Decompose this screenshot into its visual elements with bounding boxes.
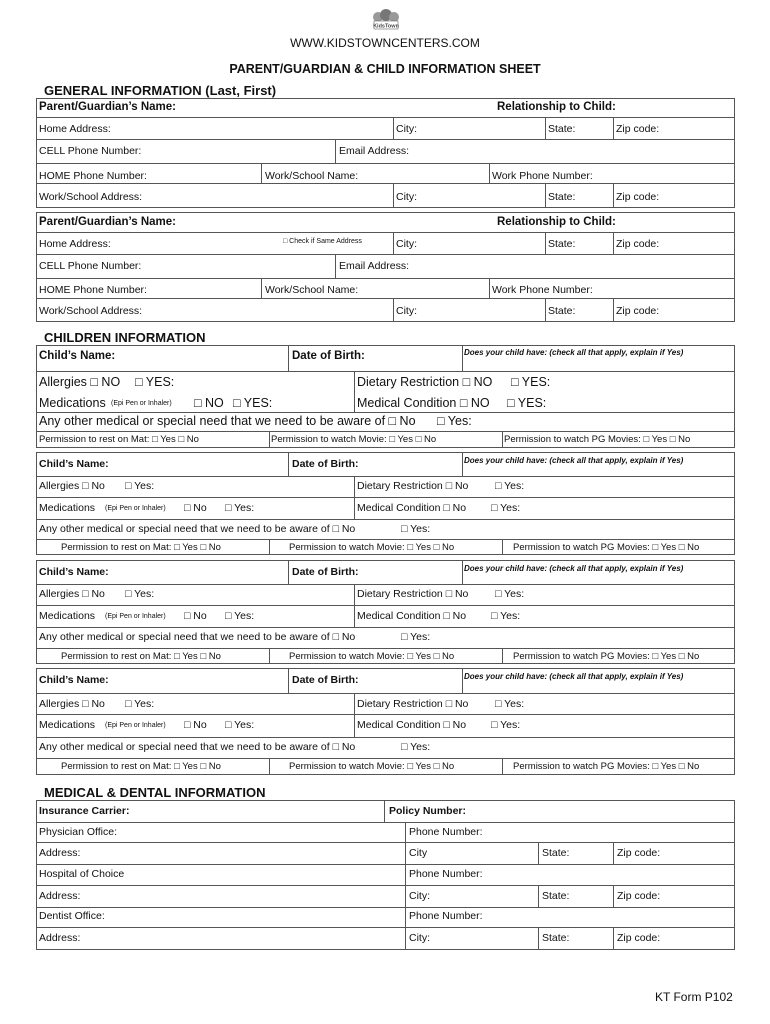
dob-field[interactable]: Date of Birth: (292, 350, 365, 362)
child-name-field[interactable]: Child’s Name: (39, 566, 109, 578)
does-child-have-note: Does your child have: (check all that apply, explain if Yes) (464, 564, 684, 573)
work-school-name-field[interactable]: Work/School Name: (265, 170, 359, 182)
zip-field[interactable]: Zip code: (616, 238, 660, 250)
dietary-no-checkbox[interactable]: Dietary Restriction □ No (357, 698, 469, 710)
relationship-label[interactable]: Relationship to Child: (497, 216, 616, 228)
dentist-office-field[interactable]: Dentist Office: (39, 910, 105, 922)
dietary-no-checkbox[interactable]: Dietary Restriction □ NO (357, 375, 493, 389)
parent-block-2 (36, 212, 735, 322)
dietary-no-checkbox[interactable]: Dietary Restriction □ No (357, 588, 469, 600)
email-field[interactable]: Email Address: (339, 260, 410, 272)
policy-number-field[interactable]: Policy Number: (389, 805, 467, 817)
dob-field[interactable]: Date of Birth: (292, 458, 359, 470)
rest-mat-permission[interactable]: Permission to rest on Mat: □ Yes □ No (61, 542, 221, 553)
physician-zip-field[interactable]: Zip code: (617, 847, 661, 859)
epipen-note: (Epi Pen or Inhaler) (105, 613, 166, 620)
hospital-state-field[interactable]: State: (542, 890, 570, 902)
dietary-no-checkbox[interactable]: Dietary Restriction □ No (357, 480, 469, 492)
other-need-yes-checkbox[interactable]: □ Yes: (437, 414, 472, 428)
does-child-have-note: Does your child have: (check all that apply, explain if Yes) (464, 672, 684, 681)
work-zip-field[interactable]: Zip code: (616, 191, 660, 203)
home-phone-field[interactable]: HOME Phone Number: (39, 284, 147, 296)
dietary-yes-checkbox[interactable]: □ YES: (511, 375, 551, 389)
allergies-yes-checkbox[interactable]: □ Yes: (125, 588, 155, 600)
physician-address-field[interactable]: Address: (39, 847, 81, 859)
medications-yes-checkbox[interactable]: □ YES: (233, 396, 273, 410)
logo-text: KidsTown (373, 23, 399, 30)
dentist-state-field[interactable]: State: (542, 932, 570, 944)
hospital-field[interactable]: Hospital of Choice (39, 868, 125, 880)
child-block-1 (36, 345, 735, 448)
work-phone-field[interactable]: Work Phone Number: (492, 170, 593, 182)
medications-no-checkbox[interactable]: □ No (184, 610, 207, 622)
other-need-yes-checkbox[interactable]: □ Yes: (401, 741, 431, 753)
epipen-note: (Epi Pen or Inhaler) (105, 722, 166, 729)
medical-block (36, 800, 735, 950)
dentist-address-field[interactable]: Address: (39, 932, 81, 944)
other-need-no-checkbox[interactable]: Any other medical or special need that we need to be aware of □ No (39, 631, 356, 643)
medical-dental-heading: MEDICAL & DENTAL INFORMATION (44, 785, 266, 800)
medical-yes-checkbox[interactable]: □ Yes: (491, 719, 521, 731)
work-school-name-field[interactable]: Work/School Name: (265, 284, 359, 296)
allergies-yes-checkbox[interactable]: □ Yes: (125, 480, 155, 492)
medical-yes-checkbox[interactable]: □ YES: (507, 396, 547, 410)
zip-field[interactable]: Zip code: (616, 123, 660, 135)
movie-permission[interactable]: Permission to watch Movie: □ Yes □ No (289, 651, 455, 662)
child-block-3 (36, 560, 735, 664)
medications-label: Medications (39, 719, 96, 731)
hospital-address-field[interactable]: Address: (39, 890, 81, 902)
city-field[interactable]: City: (396, 123, 417, 135)
child-name-field[interactable]: Child’s Name: (39, 350, 116, 362)
website-url[interactable]: WWW.KIDSTOWNCENTERS.COM (290, 36, 480, 50)
hospital-city-field[interactable]: City: (409, 890, 430, 902)
work-state-field[interactable]: State: (548, 191, 576, 203)
dietary-yes-checkbox[interactable]: □ Yes: (495, 698, 525, 710)
dentist-zip-field[interactable]: Zip code: (617, 932, 661, 944)
general-info-heading: GENERAL INFORMATION (Last, First) (44, 83, 277, 98)
allergies-no-checkbox[interactable]: Allergies □ No (39, 480, 105, 492)
medical-yes-checkbox[interactable]: □ Yes: (491, 610, 521, 622)
kidstown-logo (368, 8, 404, 34)
cell-phone-field[interactable]: CELL Phone Number: (39, 145, 142, 157)
parent-name-label[interactable]: Parent/Guardian’s Name: (39, 216, 176, 228)
physician-office-field[interactable]: Physician Office: (39, 826, 118, 838)
medications-yes-checkbox[interactable]: □ Yes: (225, 502, 255, 514)
does-child-have-note: Does your child have: (check all that apply, explain if Yes) (464, 348, 684, 357)
physician-state-field[interactable]: State: (542, 847, 570, 859)
allergies-no-checkbox[interactable]: Allergies □ No (39, 588, 105, 600)
other-need-yes-checkbox[interactable]: □ Yes: (401, 523, 431, 535)
dietary-yes-checkbox[interactable]: □ Yes: (495, 588, 525, 600)
work-state-field[interactable]: State: (548, 305, 576, 317)
child-name-field[interactable]: Child’s Name: (39, 458, 109, 470)
dietary-yes-checkbox[interactable]: □ Yes: (495, 480, 525, 492)
medical-no-checkbox[interactable]: Medical Condition □ NO (357, 396, 490, 410)
movie-permission[interactable]: Permission to watch Movie: □ Yes □ No (289, 761, 455, 772)
work-address-field[interactable]: Work/School Address: (39, 191, 143, 203)
pg-movie-permission[interactable]: Permission to watch PG Movies: □ Yes □ No (513, 761, 700, 772)
other-need-no-checkbox[interactable]: Any other medical or special need that we need to be aware of □ No (39, 523, 356, 535)
child-block-4 (36, 668, 735, 775)
home-address-field[interactable]: Home Address: (39, 238, 111, 250)
form-id: KT Form P102 (655, 990, 733, 1004)
medications-no-checkbox[interactable]: □ No (184, 719, 207, 731)
epipen-note: (Epi Pen or Inhaler) (105, 505, 166, 512)
medical-no-checkbox[interactable]: Medical Condition □ No (357, 719, 467, 731)
pg-movie-permission[interactable]: Permission to watch PG Movies: □ Yes □ No (513, 542, 700, 553)
state-field[interactable]: State: (548, 123, 576, 135)
epipen-note: (Epi Pen or Inhaler) (111, 400, 172, 407)
parent-block-1 (36, 98, 735, 208)
work-phone-field[interactable]: Work Phone Number: (492, 284, 593, 296)
allergies-no-checkbox[interactable]: Allergies □ No (39, 698, 105, 710)
pg-movie-permission[interactable]: Permission to watch PG Movies: □ Yes □ No (513, 651, 700, 662)
state-field[interactable]: State: (548, 238, 576, 250)
other-need-no-checkbox[interactable]: Any other medical or special need that we need to be aware of □ No (39, 414, 416, 428)
medical-yes-checkbox[interactable]: □ Yes: (491, 502, 521, 514)
home-phone-field[interactable]: HOME Phone Number: (39, 170, 147, 182)
other-need-no-checkbox[interactable]: Any other medical or special need that we need to be aware of □ No (39, 741, 356, 753)
home-address-field[interactable]: Home Address: (39, 123, 111, 135)
allergies-yes-checkbox[interactable]: □ Yes: (125, 698, 155, 710)
rest-mat-permission[interactable]: Permission to rest on Mat: □ Yes □ No (61, 761, 221, 772)
page-title: PARENT/GUARDIAN & CHILD INFORMATION SHEET (229, 62, 541, 76)
children-info-heading: CHILDREN INFORMATION (44, 330, 206, 345)
hospital-zip-field[interactable]: Zip code: (617, 890, 661, 902)
does-child-have-note: Does your child have: (check all that apply, explain if Yes) (464, 456, 684, 465)
medications-label: Medications (39, 502, 96, 514)
child-block-2 (36, 452, 735, 555)
rest-mat-permission[interactable]: Permission to rest on Mat: □ Yes □ No (61, 651, 221, 662)
medical-no-checkbox[interactable]: Medical Condition □ No (357, 502, 467, 514)
other-need-yes-checkbox[interactable]: □ Yes: (401, 631, 431, 643)
rest-mat-permission[interactable]: Permission to rest on Mat: □ Yes □ No (39, 434, 199, 445)
allergies-yes-checkbox[interactable]: □ YES: (135, 375, 175, 389)
city-field[interactable]: City: (396, 238, 417, 250)
medical-no-checkbox[interactable]: Medical Condition □ No (357, 610, 467, 622)
dob-field[interactable]: Date of Birth: (292, 566, 359, 578)
physician-city-field[interactable]: City (409, 847, 428, 859)
allergies-no-checkbox[interactable]: Allergies □ NO (39, 375, 121, 389)
same-address-checkbox[interactable]: □ Check if Same Address (283, 238, 362, 245)
email-field[interactable]: Email Address: (339, 145, 410, 157)
cell-phone-field[interactable]: CELL Phone Number: (39, 260, 142, 272)
medications-no-checkbox[interactable]: □ No (184, 502, 207, 514)
medications-label: Medications (39, 610, 96, 622)
hospital-phone-field[interactable]: Phone Number: (409, 868, 483, 880)
movie-permission[interactable]: Permission to watch Movie: □ Yes □ No (271, 434, 437, 445)
relationship-label[interactable]: Relationship to Child: (497, 101, 616, 113)
dentist-city-field[interactable]: City: (409, 932, 430, 944)
physician-phone-field[interactable]: Phone Number: (409, 826, 483, 838)
work-city-field[interactable]: City: (396, 191, 417, 203)
medications-no-checkbox[interactable]: □ NO (194, 396, 224, 410)
pg-movie-permission[interactable]: Permission to watch PG Movies: □ Yes □ No (504, 434, 691, 445)
dentist-phone-field[interactable]: Phone Number: (409, 910, 483, 922)
dob-field[interactable]: Date of Birth: (292, 674, 359, 686)
movie-permission[interactable]: Permission to watch Movie: □ Yes □ No (289, 542, 455, 553)
work-address-field[interactable]: Work/School Address: (39, 305, 143, 317)
work-zip-field[interactable]: Zip code: (616, 305, 660, 317)
parent-name-label[interactable]: Parent/Guardian’s Name: (39, 101, 176, 113)
insurance-carrier-field[interactable]: Insurance Carrier: (39, 805, 130, 817)
work-city-field[interactable]: City: (396, 305, 417, 317)
medications-label: Medications (39, 396, 106, 410)
medications-yes-checkbox[interactable]: □ Yes: (225, 719, 255, 731)
medications-yes-checkbox[interactable]: □ Yes: (225, 610, 255, 622)
child-name-field[interactable]: Child’s Name: (39, 674, 109, 686)
